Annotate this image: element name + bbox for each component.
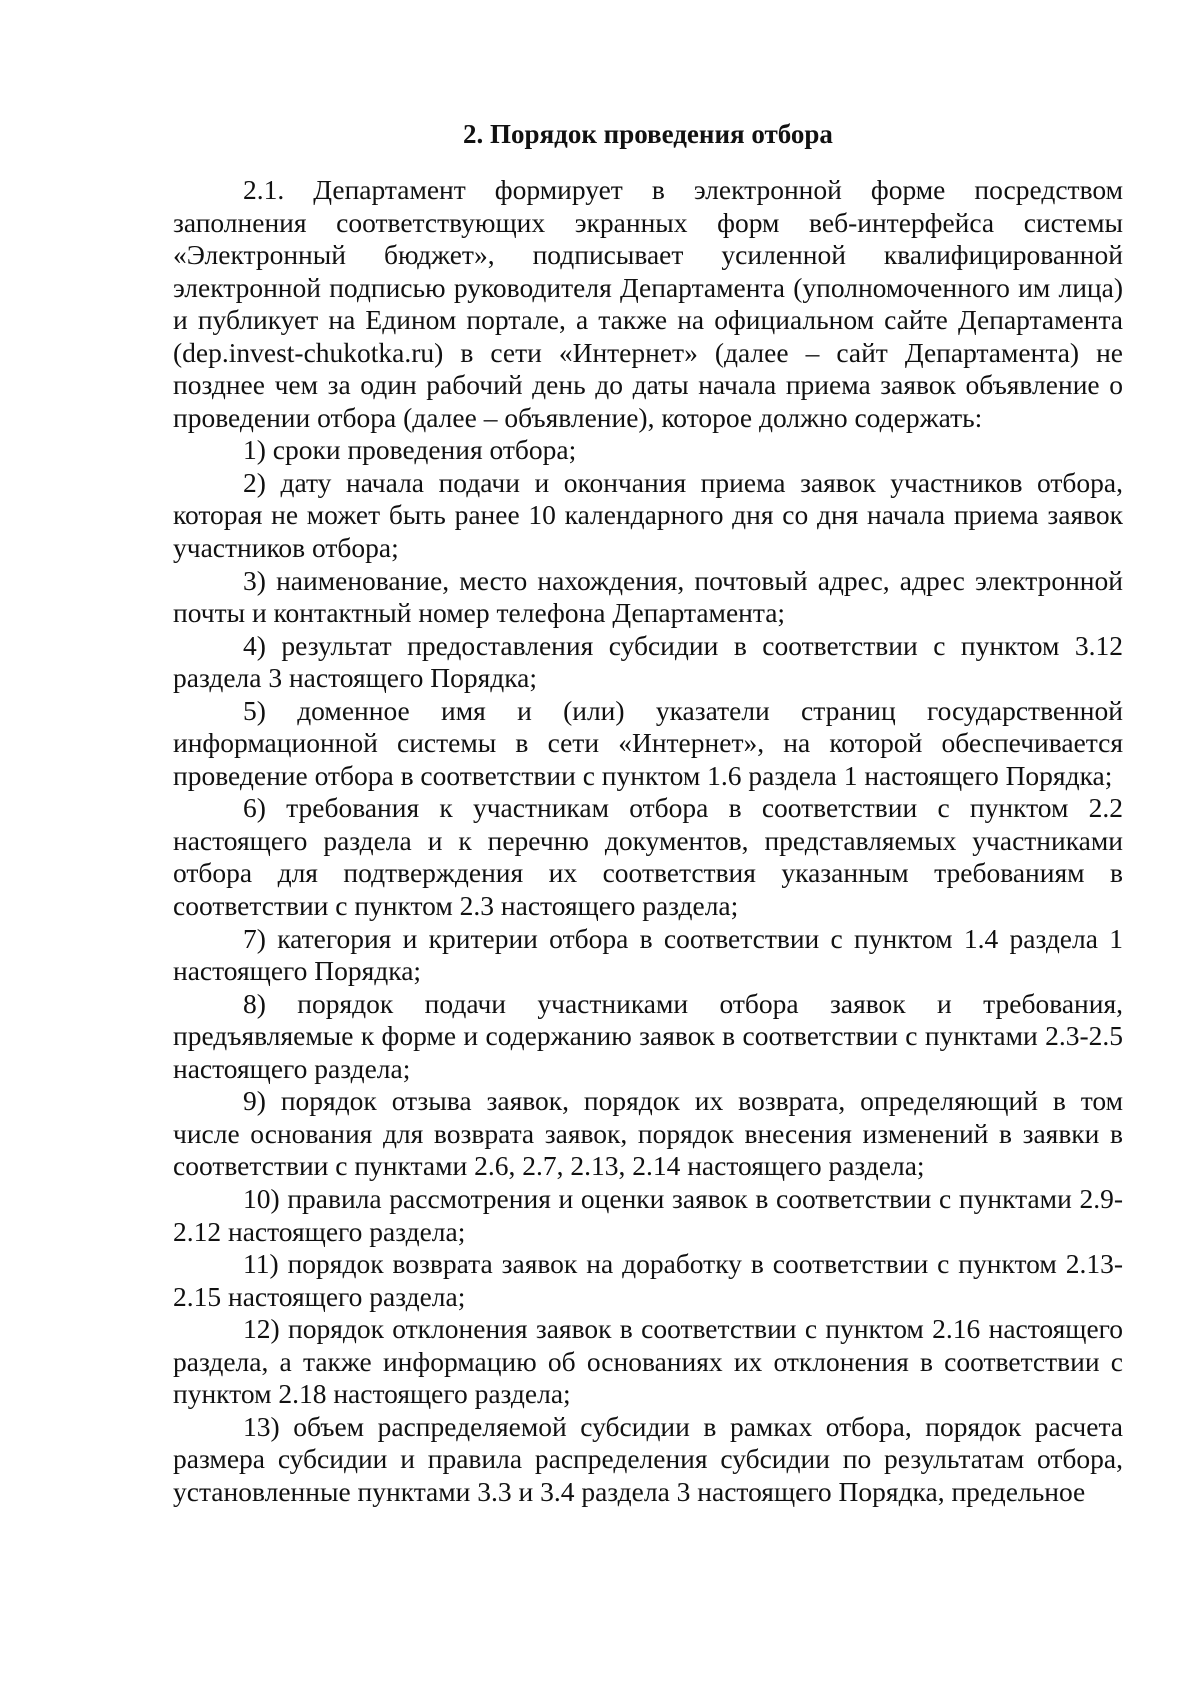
paragraph-2-1: 2.1. Департамент формирует в электронной форме посредством заполнения соответствующих экранных форм веб-интерфейса системы «Электронный бюджет», подписывает усиленной квалифицированной электронной подписью руководителя Департамента (уполномоченного им лица) и публикует на Едином портале, а также на официальном сайте Департамента (dep.invest-chukotka.ru) в сети «Интернет» (далее – сайт Департамента) не позднее чем за один рабочий день до даты начала приема заявок объявление о проведении отбора (далее – объявление), которое должно содержать: bbox=[173, 174, 1123, 433]
document-body bbox=[173, 174, 1123, 1508]
list-item-1: 1) сроки проведения отбора; bbox=[243, 434, 577, 466]
list-item-13: 13) объем распределяемой субсидии в рамках отбора, порядок расчета размера субсидии и правила распределения субсидии по результатам отбора, установленные пунктами 3.3 и 3.4 раздела 3 настоящего Порядка, предельное bbox=[173, 1410, 1123, 1507]
list-item-7: 7) категория и критерии отбора в соответствии с пунктом 1.4 раздела 1 настоящего Порядка; bbox=[173, 922, 1123, 987]
list-item-9: 9) порядок отзыва заявок, порядок их возврата, определяющий в том числе основания для возврата заявок, порядок внесения изменений в заявки в соответствии с пунктами 2.6, 2.7, 2.13, 2.14 настоящего раздела; bbox=[173, 1085, 1123, 1182]
list-item-10: 10) правила рассмотрения и оценки заявок в соответствии с пунктами 2.9-2.12 настоящего раздела; bbox=[173, 1182, 1123, 1247]
list-item-5: 5) доменное имя и (или) указатели страниц государственной информационной системы в сети «Интернет», на которой обеспечивается проведение отбора в соответствии с пунктом 1.6 раздела 1 настоящего Порядка; bbox=[173, 694, 1123, 791]
list-item-4: 4) результат предоставления субсидии в соответствии с пунктом 3.12 раздела 3 настоящего Порядка; bbox=[173, 629, 1123, 694]
document-page bbox=[173, 118, 1123, 1508]
list-item-12: 12) порядок отклонения заявок в соответствии с пунктом 2.16 настоящего раздела, а также информацию об основаниях их отклонения в соответствии с пунктом 2.18 настоящего раздела; bbox=[173, 1313, 1123, 1410]
list-item-8: 8) порядок подачи участниками отбора заявок и требования, предъявляемые к форме и содержанию заявок в соответствии с пунктами 2.3-2.5 настоящего раздела; bbox=[173, 987, 1123, 1084]
list-item-6: 6) требования к участникам отбора в соответствии с пунктом 2.2 настоящего раздела и к перечню документов, представляемых участниками отбора для подтверждения их соответствия указанным требованиям в соответствии с пунктом 2.3 настоящего раздела; bbox=[173, 792, 1123, 922]
section-heading: 2. Порядок проведения отбора bbox=[463, 119, 833, 149]
list-item-2: 2) дату начала подачи и окончания приема заявок участников отбора, которая не может быть ранее 10 календарного дня со дня начала приема заявок участников отбора; bbox=[173, 466, 1123, 564]
list-item-11: 11) порядок возврата заявок на доработку в соответствии с пунктом 2.13-2.15 настоящего раздела; bbox=[173, 1248, 1123, 1312]
list-item-3: 3) наименование, место нахождения, почтовый адрес, адрес электронной почты и контактный номер телефона Департамента; bbox=[173, 564, 1123, 629]
